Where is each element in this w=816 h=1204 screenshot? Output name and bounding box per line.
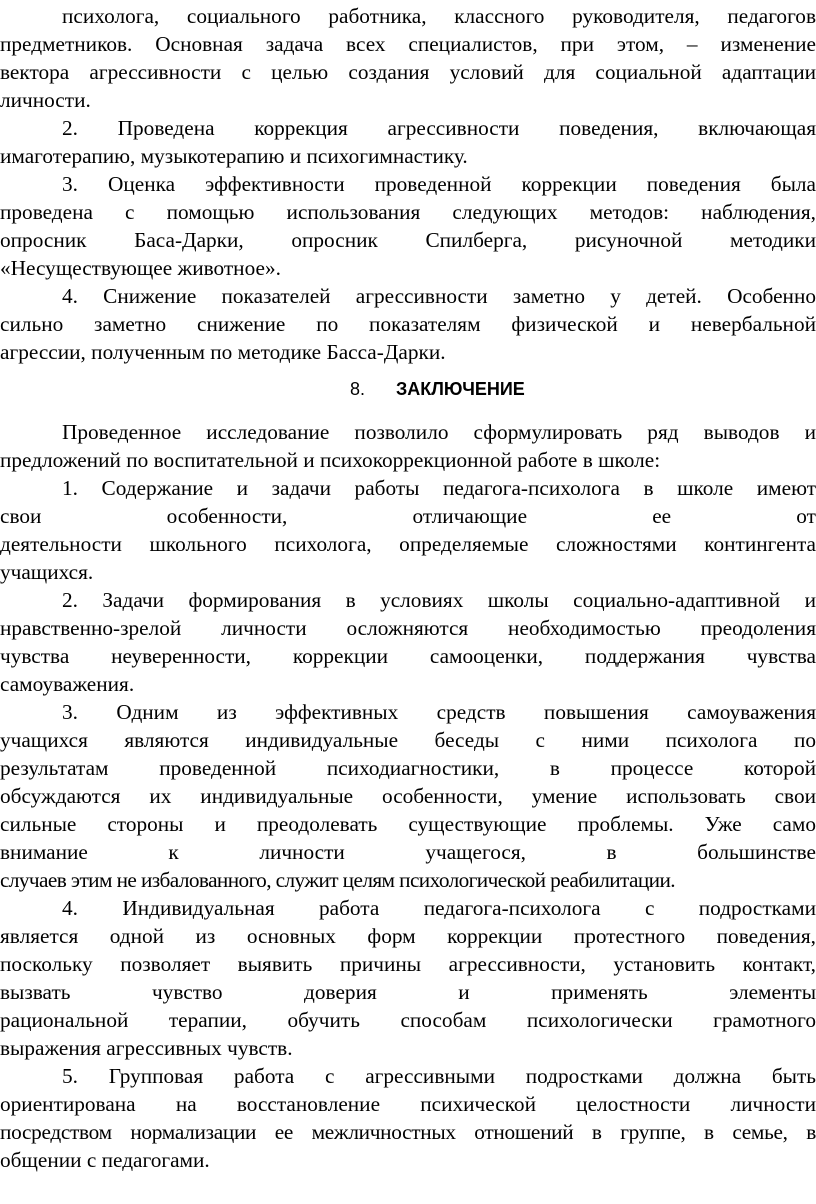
text-line: деятельности школьного психолога, определяемые сложностями контингента: [0, 532, 816, 556]
text-line: имаготерапию, музыкотерапию и психогимнастику.: [0, 144, 468, 168]
text-line: 3. Одним из эффективных средств повышения самоуважения: [62, 700, 816, 724]
text-line: «Несуществующее животное».: [0, 256, 281, 280]
text-line: сильные стороны и преодолевать существующие проблемы. Уже само: [0, 812, 816, 836]
text-line: рациональной терапии, обучить способам психологически грамотного: [0, 1008, 816, 1032]
text-line: 4. Индивидуальная работа педагога-психолога с подростками: [62, 896, 816, 920]
section-number: 8.: [350, 379, 366, 399]
text-line: предметников. Основная задача всех специалистов, при этом, – изменение: [0, 32, 816, 56]
text-line: посредством нормализации ее межличностных отношений в группе, в семье, в: [0, 1120, 816, 1144]
text-line: нравственно-зрелой личности осложняются необходимостью преодоления: [0, 616, 816, 640]
text-line: психолога, социального работника, классного руководителя, педагогов: [62, 4, 816, 28]
text-line: агрессии, полученным по методике Басса-Дарки.: [0, 340, 446, 364]
text-line: Проведенное исследование позволило сформулировать ряд выводов и: [62, 420, 816, 444]
text-line: опросник Баса-Дарки, опросник Спилберга, рисуночной методики: [0, 228, 816, 252]
text-line: обсуждаются их индивидуальные особенности, умение использовать свои: [0, 784, 816, 808]
text-line: 3. Оценка эффективности проведенной коррекции поведения была: [62, 172, 816, 196]
text-line: вызвать чувство доверия и применять элементы: [0, 980, 816, 1004]
text-line: чувства неуверенности, коррекции самооценки, поддержания чувства: [0, 644, 816, 668]
text-line: общении с педагогами.: [0, 1148, 210, 1172]
text-line: 2. Проведена коррекция агрессивности поведения, включающая: [62, 116, 816, 140]
text-line: 2. Задачи формирования в условиях школы социально-адаптивной и: [62, 588, 816, 612]
text-line: вектора агрессивности с целью создания условий для социальной адаптации: [0, 60, 816, 84]
section-title: ЗАКЛЮЧЕНИЕ: [396, 379, 525, 399]
text-line: сильно заметно снижение по показателям физической и невербальной: [0, 312, 816, 336]
text-line: выражения агрессивных чувств.: [0, 1036, 293, 1060]
text-line: предложений по воспитательной и психокоррекционной работе в школе:: [0, 448, 661, 472]
text-line: является одной из основных форм коррекции протестного поведения,: [0, 924, 816, 948]
text-line: внимание к личности учащегося, в большинстве: [0, 840, 816, 864]
text-line: результатам проведенной психодиагностики, в процессе которой: [0, 756, 816, 780]
text-line: случаев этим не избалованного, служит целям психологической реабилитации.: [0, 868, 675, 892]
section-heading: [350, 374, 525, 404]
text-line: самоуважения.: [0, 672, 135, 696]
text-line: 1. Содержание и задачи работы педагога-психолога в школе имеют: [62, 476, 816, 500]
text-line: 4. Снижение показателей агрессивности заметно у детей. Особенно: [62, 284, 816, 308]
text-line: учащихся являются индивидуальные беседы с ними психолога по: [0, 728, 816, 752]
text-line: учащихся.: [0, 560, 94, 584]
text-line: ориентирована на восстановление психической целостности личности: [0, 1092, 816, 1116]
text-line: поскольку позволяет выявить причины агрессивности, установить контакт,: [0, 952, 816, 976]
text-line: проведена с помощью использования следующих методов: наблюдения,: [0, 200, 816, 224]
text-line: 5. Групповая работа с агрессивными подростками должна быть: [62, 1064, 816, 1088]
text-line: личности.: [0, 88, 91, 112]
text-line: свои особенности, отличающие ее от: [0, 504, 816, 528]
